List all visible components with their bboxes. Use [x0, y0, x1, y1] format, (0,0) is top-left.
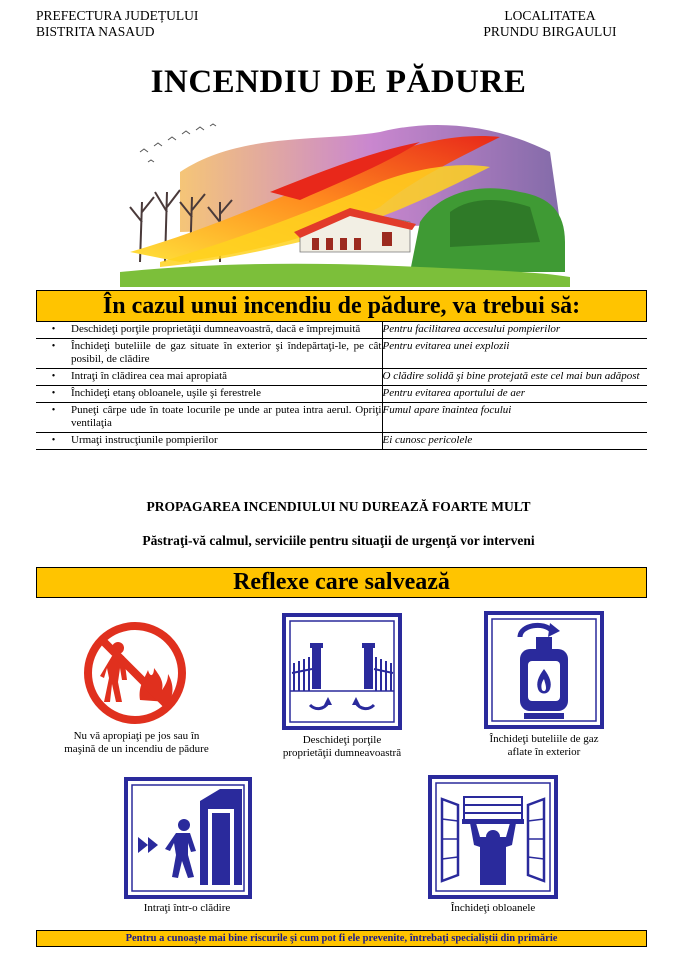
- instruction-action: Închideţi buteliile de gaz situate în exterior şi îndepărtaţi-le, pe cât posibil, de clădire: [71, 339, 382, 369]
- instruction-reason: Ei cunosc pericolele: [382, 433, 647, 450]
- propagation-notice: PROPAGAREA INCENDIULUI NU DUREAZĂ FOARTE MULT: [146, 499, 531, 514]
- prefecture-line-1: PREFECTURA JUDEȚULUI: [36, 8, 199, 23]
- instructions-table: [36, 322, 647, 450]
- calm-notice: Păstraţi-vă calmul, serviciile pentru situaţii de urgenţă vor interveni: [142, 533, 535, 548]
- locality-line-2: PRUNDU BIRGAULUI: [483, 24, 617, 39]
- instructions-banner: În cazul unui incendiu de pădure, va trebui să:: [36, 290, 647, 322]
- bullet: •: [36, 403, 71, 433]
- instruction-reason: Pentru evitarea unei explozii: [382, 339, 647, 369]
- reflexes-banner: Reflexe care salvează: [36, 567, 647, 598]
- bullet: •: [36, 369, 71, 386]
- forest-fire-illustration: [120, 112, 570, 287]
- close-shutters-icon: [428, 775, 558, 899]
- instruction-reason: Pentru evitarea aportului de aer: [382, 386, 647, 403]
- open-gates-icon: [282, 613, 402, 730]
- instruction-row: [36, 386, 647, 403]
- instruction-reason: O clădire solidă şi bine protejată este cel mai bun adăpost: [382, 369, 647, 386]
- caption-open-gates: Deschideţi porţile proprietăţii dumneavoastră: [282, 734, 402, 759]
- prefecture-header: [36, 8, 198, 40]
- caption-enter-building: Intraţi într-o clădire: [143, 902, 231, 914]
- locality-line-1: LOCALITATEA: [504, 8, 596, 23]
- instruction-action: Urmaţi instrucţiunile pompierilor: [71, 433, 382, 450]
- bullet: •: [36, 433, 71, 450]
- locality-header: [470, 8, 630, 40]
- footer-advice: Pentru a cunoaşte mai bine riscurile şi cum pot fi ele prevenite, întrebaţi specialiştii din primărie: [36, 930, 647, 947]
- instruction-action: Închideţi etanş obloanele, uşile şi ferestrele: [71, 386, 382, 403]
- bullet: •: [36, 386, 71, 403]
- no-approach-fire-icon: [82, 620, 188, 726]
- instruction-row: [36, 433, 647, 450]
- instruction-row: [36, 322, 647, 339]
- instruction-row: [36, 403, 647, 433]
- gas-cylinder-icon: [484, 611, 604, 729]
- caption-no-approach: Nu vă apropiaţi pe jos sau în maşină de un incendiu de pădure: [64, 730, 209, 755]
- instruction-reason: Fumul apare înaintea focului: [382, 403, 647, 433]
- instruction-action: Puneţi cârpe ude în toate locurile pe unde ar putea intra aerul. Opriţi ventilaţia: [71, 403, 382, 433]
- bullet: •: [36, 322, 71, 339]
- instruction-row: [36, 339, 647, 369]
- caption-close-shutters: Închideţi obloanele: [450, 902, 536, 914]
- instruction-action: Deschideţi porţile proprietăţii dumneavoastră, dacă e împrejmuită: [71, 322, 382, 339]
- instruction-action: Intraţi în clădirea cea mai apropiată: [71, 369, 382, 386]
- instruction-row: [36, 369, 647, 386]
- bullet: •: [36, 339, 71, 369]
- enter-building-icon: [124, 777, 252, 899]
- page-title: INCENDIU DE PĂDURE: [150, 64, 527, 100]
- caption-gas-cylinder: Închideţi buteliile de gaz aflate în exterior: [489, 733, 599, 758]
- instruction-reason: Pentru facilitarea accesului pompierilor: [382, 322, 647, 339]
- prefecture-line-2: BISTRITA NASAUD: [36, 24, 155, 39]
